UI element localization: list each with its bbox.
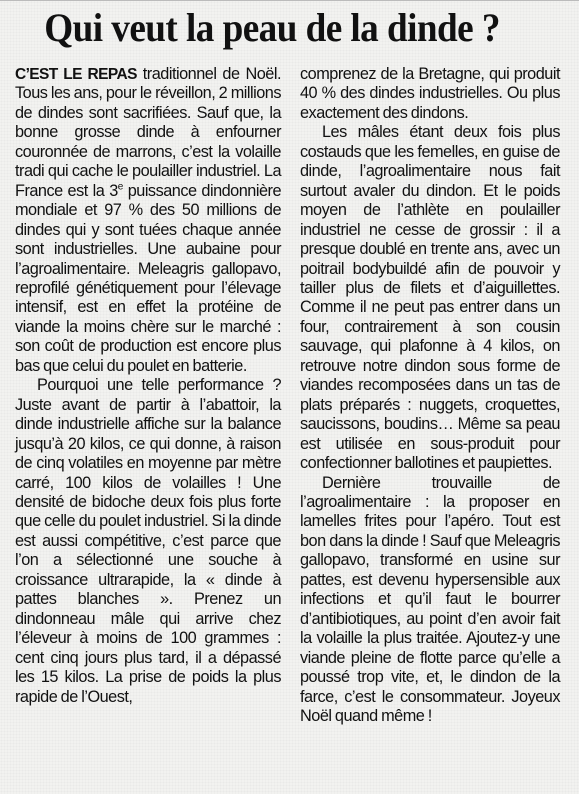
right-paragraph-2: Les mâles étant deux fois plus costauds que les femelles, en guise de dinde, l’agroalimentaire nous fait surtout avaler du dindon. Et le poids moyen de l’athlète en poulailler industriel ne cesse de grossir : il a presque doublé en trente ans, avec un poitrail bodybuildé afin de pouvoir y tailler plus de filets et d’aiguillettes. Comme il ne peut pas entrer dans un four, contrairement à son cousin sauvage, qui plafonne à 4 kilos, on retrouve notre dindon sous forme de viandes recomposées dans un tas de plats préparés : nuggets, croquettes, saucissons, boudins… Même sa peau est utilisée en sous-produit pour confectionner ballotines et paupiettes. — [300, 123, 560, 473]
kicker: C’EST LE REPAS — [15, 66, 137, 83]
right-column — [300, 65, 560, 726]
left-p1-lead: traditionnel de Noël. Tous les ans, pour le réveillon, 2 millions de dindes sont sacrifiées. Sauf que, la bonne grosse dinde à enfourner couronnée de marrons, c’est la volaille tradi qui cache le poulailler industriel. La France est la 3 — [15, 65, 281, 200]
left-paragraph-1 — [15, 65, 281, 376]
left-column — [15, 65, 281, 707]
headline: Qui veut la peau de la dinde ? — [44, 5, 500, 50]
left-p1-rest: puissance dindonnière mondiale et 97 % des 50 millions de dindes qui y sont tuées chaque année sont industrielles. Une aubaine pour l’agroalimentaire. Meleagris gallopavo, reprofilé génétiquement pour l’élevage intensif, est en effet la protéine de viande la moins chère sur le marché : son coût de production est encore plus bas que celui du poulet en batterie. — [15, 181, 281, 375]
right-paragraph-3: Dernière trouvaille de l’agroalimentaire : la proposer en lamelles frites pour l’apéro. Tout est bon dans la dinde ! Sauf que Meleagris gallopavo, transformé en usine sur pattes, est devenu hypersensible aux infections et qu’il faut le bourrer d’antibiotiques, au point d’en avoir fait la volaille la plus traitée. Ajoutez-y une viande pleine de flotte parce qu’elle a poussé trop vite, et, le dindon de la farce, c’est le consommateur. Joyeux Noël quand même ! — [300, 473, 560, 725]
right-paragraph-1: comprenez de la Bretagne, qui produit 40 % des dindes industrielles. Ou plus exactement des dindons. — [300, 65, 560, 122]
left-paragraph-2: Pourquoi une telle performance ? Juste avant de partir à l’abattoir, la dinde industrielle affiche sur la balance jusqu’à 20 kilos, ce qui donne, à raison de cinq volatiles en moyenne par mètre carré, 100 kilos de volailles ! Une densité de bidoche deux fois plus forte que celle du poulet industriel. Si la dinde est aussi compétitive, c’est parce que l’on a sélectionné une souche à croissance ultrarapide, la « dinde à pattes blanches ». Prenez un dindonneau mâle qui arrive chez l’éleveur à moins de 100 grammes : cent cinq jours plus tard, il a dépassé les 15 kilos. La prise de poids la plus rapide de l’Ouest, — [15, 376, 281, 706]
ordinal-superscript: e — [117, 181, 123, 193]
column-gutter — [289, 65, 290, 785]
